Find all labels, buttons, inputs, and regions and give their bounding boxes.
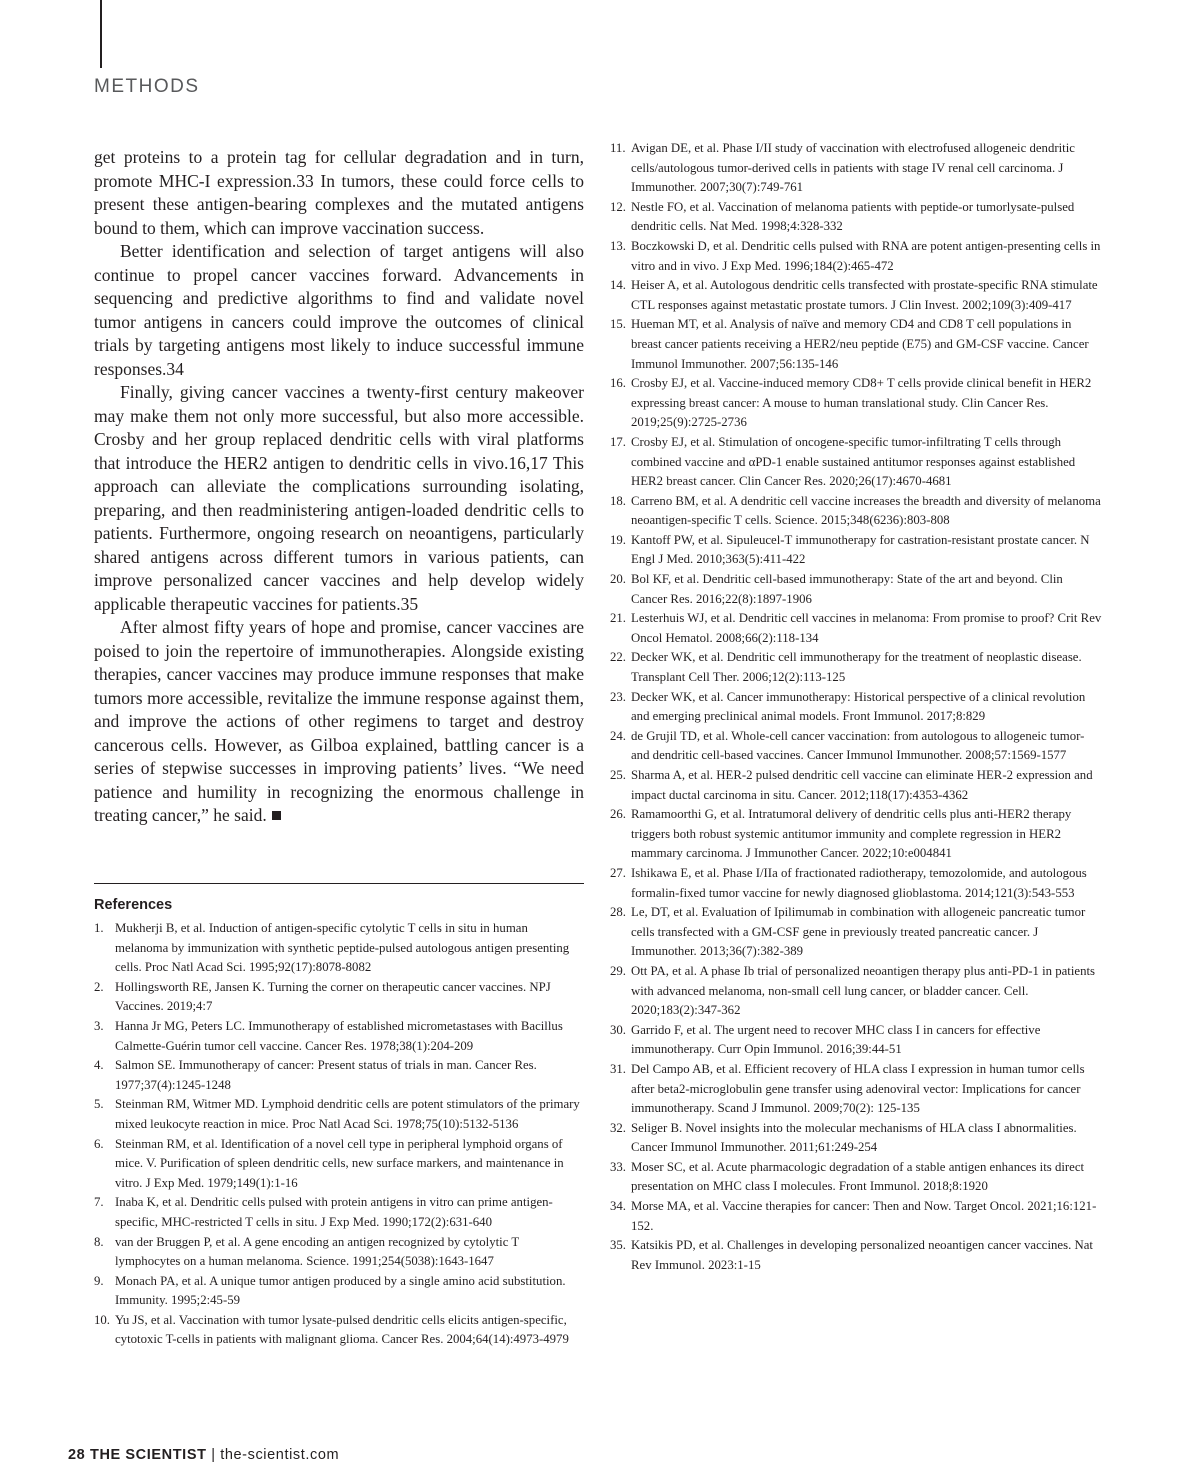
- reference-item: [610, 805, 1102, 864]
- references-list-right: [610, 139, 1102, 1275]
- reference-item: [94, 919, 580, 978]
- reference-item: [610, 374, 1102, 433]
- magazine-name: THE SCIENTIST: [89, 1447, 207, 1463]
- reference-number: 11.: [610, 141, 626, 155]
- reference-item: [610, 609, 1102, 648]
- reference-number: 13.: [610, 238, 626, 253]
- reference-number: 22.: [610, 650, 626, 665]
- body-paragraph-3: Finally, giving cancer vaccines a twenty-first century makeover may make them not only more successful, but also more accessible. Crosby and her group replaced dendritic cells with viral platforms that introduce the HER2 antigen to dendritic cells in vivo.16,17 This approach can alleviate the complications surrounding isolating, preparing, and then readministering antigen-loaded dendritic cells to patients. Furthermore, ongoing research on neoantigens, particularly shared antigens across different tumors in various patients, can improve personalized cancer vaccines and help develop widely applicable therapeutic vaccines for patients.35: [94, 382, 584, 614]
- reference-number: 18.: [610, 493, 626, 508]
- references-heading: References: [94, 897, 173, 913]
- reference-text: Yu JS, et al. Vaccination with tumor lysate-pulsed dendritic cells elicits antigen-specific, cytotoxic T-cells in patients with malignant glioma. Cancer Res. 2004;64(14):4973-4979: [115, 1312, 569, 1347]
- reference-text: Del Campo AB, et al. Efficient recovery of HLA class I expression in human tumor cells after beta2-microglobulin gene transfer using adenoviral vector: Implications for cancer immunotherapy. Scand J Immunol. 2009;70(2): 125-135: [631, 1061, 1085, 1116]
- references-divider: [94, 883, 584, 884]
- reference-item: [610, 688, 1102, 727]
- reference-text: Katsikis PD, et al. Challenges in developing personalized neoantigen cancer vaccines. Nat Rev Immunol. 2023:1-15: [631, 1238, 1093, 1272]
- reference-text: Morse MA, et al. Vaccine therapies for cancer: Then and Now. Target Oncol. 2021;16:121-152.: [631, 1199, 1097, 1233]
- body-paragraph-2: Better identification and selection of target antigens will also continue to propel cancer vaccines forward. Advancements in sequencing and predictive algorithms to find and validate novel tumor antigens in cancers could improve the outcomes of clinical trials by targeting antigens most likely to induce successful immune responses.34: [94, 241, 584, 379]
- reference-number: 32.: [610, 1120, 626, 1135]
- reference-item: [94, 978, 580, 1017]
- reference-text: Hueman MT, et al. Analysis of naïve and memory CD4 and CD8 T cell populations in breast cancer patients receiving a HER2/neu peptide (E75) and GM-CSF vaccine. Cancer Immunol Immunother. 2007;56:135-146: [631, 317, 1089, 371]
- reference-text: Seliger B. Novel insights into the molecular mechanisms of HLA class I abnormalities. Cancer Immunol Immunother. 2011;61:249-254: [631, 1120, 1077, 1155]
- article-body: [94, 146, 584, 828]
- reference-text: Heiser A, et al. Autologous dendritic cells transfected with prostate-specific RNA stimulate CTL responses against metastatic prostate tumors. J Clin Invest. 2002;109(3):409-417: [631, 278, 1098, 312]
- reference-item: [610, 1197, 1102, 1236]
- reference-item: [610, 198, 1102, 237]
- reference-item: [94, 1193, 580, 1232]
- reference-item: [610, 433, 1102, 492]
- reference-number: 7.: [94, 1195, 104, 1210]
- references-list-left: [94, 919, 580, 1350]
- reference-number: 29.: [610, 963, 626, 978]
- reference-item: [94, 1135, 580, 1194]
- reference-text: Boczkowski D, et al. Dendritic cells pulsed with RNA are potent antigen-presenting cells in vitro and in vivo. J Exp Med. 1996;184(2):465-472: [631, 238, 1101, 273]
- reference-item: [610, 276, 1102, 315]
- reference-text: Salmon SE. Immunotherapy of cancer: Present status of trials in man. Cancer Res. 1977;37(4):1245-1248: [115, 1058, 537, 1092]
- reference-item: [94, 1233, 580, 1272]
- reference-item: [610, 1236, 1102, 1275]
- reference-number: 28.: [610, 905, 626, 920]
- reference-item: [94, 1095, 580, 1134]
- reference-text: Decker WK, et al. Dendritic cell immunotherapy for the treatment of neoplastic disease. Transplant Cell Ther. 2006;12(2):113-125: [631, 650, 1082, 685]
- reference-text: Inaba K, et al. Dendritic cells pulsed with protein antigens in vitro can prime antigen-specific, MHC-restricted T cells in situ. J Exp Med. 1990;172(2):631-640: [115, 1195, 553, 1229]
- reference-number: 16.: [610, 376, 626, 391]
- reference-text: van der Bruggen P, et al. A gene encoding an antigen recognized by cytolytic T lymphocytes on a human melanoma. Science. 1991;254(5038):1643-1647: [115, 1234, 519, 1269]
- reference-text: Avigan DE, et al. Phase I/II study of vaccination with electrofused allogeneic dendritic cells/autologous tumor-derived cells in patients with stage IV renal cell carcinoma. J Immunother. 2007;30(7):749-761: [631, 141, 1075, 195]
- reference-number: 23.: [610, 689, 626, 704]
- body-paragraph-4-text: After almost fifty years of hope and promise, cancer vaccines are poised to join the repertoire of immunotherapies. Alongside existing therapies, cancer vaccines may produce immune responses that make tumors more accessible, revitalize the immune response against them, and improve the actions of other regimens to target and destroy cancerous cells. However, as Gilboa explained, battling cancer is a series of stepwise successes in improving patients’ lives. “We need patience and humility in recognizing the enormous challenge in treating cancer,” he said.: [94, 617, 584, 825]
- reference-text: Crosby EJ, et al. Vaccine-induced memory CD8+ T cells provide clinical benefit in HER2 expressing breast cancer: A mouse to human translational study. Clin Cancer Res. 2019;25(9):2725-2736: [631, 376, 1092, 430]
- reference-number: 25.: [610, 768, 626, 782]
- reference-text: Monach PA, et al. A unique tumor antigen produced by a single amino acid substitution. Immunity. 1995;2:45-59: [115, 1273, 566, 1308]
- reference-text: Hanna Jr MG, Peters LC. Immunotherapy of established micrometastases with Bacillus Calmette-Guérin tumor cell vaccine. Cancer Res. 1978;38(1):204-209: [115, 1018, 563, 1053]
- reference-number: 4.: [94, 1058, 104, 1073]
- reference-number: 27.: [610, 865, 626, 880]
- reference-item: [610, 727, 1102, 766]
- reference-text: Nestle FO, et al. Vaccination of melanoma patients with peptide-or tumorlysate-pulsed dendritic cells. Nat Med. 1998;4:328-332: [631, 199, 1075, 234]
- page-number: 28: [68, 1447, 86, 1463]
- reference-number: 5.: [94, 1097, 104, 1112]
- reference-number: 17.: [610, 434, 626, 449]
- reference-number: 31.: [610, 1061, 626, 1076]
- reference-number: 1.: [94, 921, 104, 935]
- reference-text: de Grujil TD, et al. Whole-cell cancer vaccination: from autologous to allogeneic tumor-and dendritic cell-based vaccines. Cancer Immunol Immunother. 2008;57:1569-1577: [631, 728, 1085, 763]
- reference-text: Ott PA, et al. A phase Ib trial of personalized neoantigen therapy plus anti-PD-1 in patients with advanced melanoma, non-small cell lung cancer, or bladder cancer. Cell. 2020;183(2):347-362: [631, 963, 1096, 1018]
- footer-separator: |: [211, 1447, 216, 1463]
- reference-text: Hollingsworth RE, Jansen K. Turning the corner on therapeutic cancer vaccines. NPJ Vaccines. 2019;4:7: [115, 979, 551, 1014]
- reference-number: 34.: [610, 1199, 626, 1214]
- website-link: the-scientist.com: [220, 1447, 340, 1463]
- reference-item: [610, 962, 1102, 1021]
- reference-number: 30.: [610, 1022, 626, 1037]
- reference-item: [610, 1158, 1102, 1197]
- body-paragraph-4: [94, 616, 584, 828]
- reference-item: [610, 315, 1102, 374]
- reference-text: Lesterhuis WJ, et al. Dendritic cell vaccines in melanoma: From promise to proof? Crit Rev Oncol Hematol. 2008;66(2):118-134: [631, 611, 1102, 645]
- top-rule: [100, 0, 102, 68]
- reference-item: [610, 139, 1102, 198]
- reference-text: Steinman RM, Witmer MD. Lymphoid dendritic cells are potent stimulators of the primary mixed leukocyte reaction in mice. Proc Natl Acad Sci. 1978;75(10):5132-5136: [115, 1097, 580, 1131]
- section-label: METHODS: [94, 76, 200, 97]
- reference-number: 9.: [94, 1273, 104, 1288]
- reference-number: 6.: [94, 1136, 104, 1151]
- reference-text: Ramamoorthi G, et al. Intratumoral delivery of dendritic cells plus anti-HER2 therapy triggers both robust systemic antitumor immunity and complete regression in HER2 mammary carcinoma. J Immunother Cancer. 2022;10:e004841: [631, 807, 1072, 861]
- body-paragraph-1: get proteins to a protein tag for cellular degradation and in turn, promote MHC-I expression.33 In tumors, these could force cells to present these antigen-bearing complexes and the mutated antigens bound to them, which can improve vaccination success.: [94, 147, 584, 238]
- end-mark-icon: [272, 811, 281, 820]
- reference-number: 10.: [94, 1312, 110, 1327]
- reference-number: 14.: [610, 278, 626, 293]
- reference-number: 33.: [610, 1159, 626, 1174]
- reference-item: [610, 1060, 1102, 1119]
- reference-text: Mukherji B, et al. Induction of antigen-specific cytolytic T cells in situ in human melanoma by immunization with synthetic peptide-pulsed autologous antigen presenting cells. Proc Natl Acad Sci. 1995;92(17):8078-8082: [115, 921, 570, 975]
- reference-text: Steinman RM, et al. Identification of a novel cell type in peripheral lymphoid organs of mice. V. Purification of spleen dendritic cells, new surface markers, and maintenance in vitro. J Exp Med. 1979;149(1):1-16: [115, 1136, 564, 1190]
- reference-text: Sharma A, et al. HER-2 pulsed dendritic cell vaccine can eliminate HER-2 expression and impact ductal carcinoma in situ. Cancer. 2012;118(17):4353-4362: [631, 768, 1093, 802]
- reference-number: 15.: [610, 317, 626, 332]
- reference-text: Kantoff PW, et al. Sipuleucel-T immunotherapy for castration-resistant prostate cancer. N Engl J Med. 2010;363(5):411-422: [631, 532, 1090, 567]
- reference-item: [610, 864, 1102, 903]
- reference-number: 2.: [94, 979, 104, 994]
- reference-item: [610, 570, 1102, 609]
- reference-text: Carreno BM, et al. A dendritic cell vaccine increases the breadth and diversity of melanoma neoantigen-specific T cells. Science. 2015;348(6236):803-808: [631, 493, 1101, 528]
- page-footer: [68, 1447, 339, 1463]
- reference-number: 20.: [610, 572, 626, 587]
- reference-item: [610, 237, 1102, 276]
- reference-item: [94, 1017, 580, 1056]
- reference-text: Decker WK, et al. Cancer immunotherapy: Historical perspective of a clinical revolution and emerging preclinical animal models. Front Immunol. 2017;8:829: [631, 689, 1086, 724]
- reference-number: 19.: [610, 532, 626, 547]
- reference-number: 24.: [610, 728, 626, 743]
- reference-item: [610, 766, 1102, 805]
- reference-item: [610, 903, 1102, 962]
- reference-item: [610, 531, 1102, 570]
- reference-text: Moser SC, et al. Acute pharmacologic degradation of a stable antigen enhances its direct presentation on MHC class I molecules. Front Immunol. 2018;8:1920: [631, 1159, 1085, 1194]
- reference-item: [610, 1119, 1102, 1158]
- reference-item: [94, 1272, 580, 1311]
- reference-number: 26.: [610, 807, 626, 822]
- reference-item: [94, 1311, 580, 1350]
- reference-number: 8.: [94, 1234, 104, 1249]
- reference-item: [610, 1021, 1102, 1060]
- reference-number: 3.: [94, 1018, 104, 1033]
- reference-text: Le, DT, et al. Evaluation of Ipilimumab in combination with allogeneic pancreatic tumor cells transfected with a GM-CSF gene in previously treated pancreatic cancer. J Immunother. 2013;36(7):382-389: [631, 905, 1086, 959]
- reference-number: 21.: [610, 611, 626, 626]
- reference-text: Crosby EJ, et al. Stimulation of oncogene-specific tumor-infiltrating T cells through combined vaccine and αPD-1 enable sustained antitumor responses against established HER2 breast cancer. Clin Cancer Res. 2020;26(17):4670-4681: [631, 434, 1076, 489]
- reference-text: Ishikawa E, et al. Phase I/IIa of fractionated radiotherapy, temozolomide, and autologous formalin-fixed tumor vaccine for newly diagnosed glioblastoma. 2014;121(3):543-553: [631, 865, 1087, 900]
- reference-number: 35.: [610, 1238, 626, 1253]
- reference-item: [610, 648, 1102, 687]
- reference-text: Garrido F, et al. The urgent need to recover MHC class I in cancers for effective immunotherapy. Curr Opin Immunol. 2016;39:44-51: [631, 1022, 1041, 1057]
- reference-text: Bol KF, et al. Dendritic cell-based immunotherapy: State of the art and beyond. Clin Cancer Res. 2016;22(8):1897-1906: [631, 572, 1063, 606]
- reference-number: 12.: [610, 199, 626, 214]
- reference-item: [610, 492, 1102, 531]
- reference-item: [94, 1056, 580, 1095]
